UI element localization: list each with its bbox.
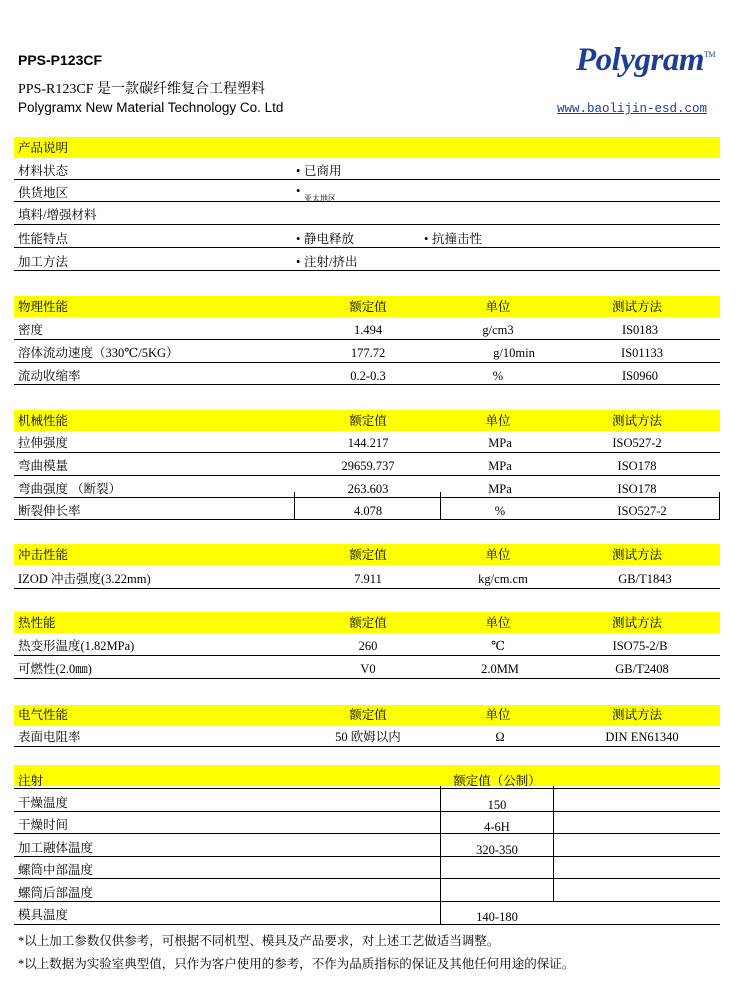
injection-label: 螺筒后部温度 [18, 886, 94, 900]
info-bullet: • [424, 232, 429, 246]
injection-title: 注射 [18, 774, 44, 788]
property-unit: % [492, 369, 504, 383]
property-value: 50 欧姆以内 [335, 730, 401, 744]
footnote: *以上数据为实验室典型值，只作为客户使用的参考，不作为品质指标的保证及其他任何用途的保证。 [18, 957, 575, 971]
row-divider [14, 339, 720, 340]
row-divider [14, 833, 720, 834]
row-divider [14, 856, 720, 857]
property-method: GB/T1843 [618, 572, 672, 586]
injection-value: 140-180 [476, 910, 518, 924]
unit-header: 单位 [485, 616, 511, 630]
property-value: V0 [360, 662, 376, 676]
method-header: 测试方法 [611, 414, 663, 428]
property-method: ISO527-2 [612, 436, 662, 450]
injection-rated-header: 额定值（公制） [453, 774, 541, 788]
row-divider [14, 924, 720, 925]
company-name: Polygramx New Material Technology Co. Ltd [18, 100, 284, 115]
property-value: 29659.737 [341, 459, 395, 473]
property-method: DIN EN61340 [605, 730, 679, 744]
property-value: 4.078 [353, 504, 383, 518]
row-divider [14, 270, 720, 271]
rated-header: 额定值 [349, 616, 387, 630]
method-header: 测试方法 [611, 708, 663, 722]
injection-value: 4-6H [484, 820, 510, 834]
row-divider [14, 224, 720, 225]
property-value: 177.72 [350, 346, 386, 360]
electrical-title: 电气性能 [18, 708, 69, 722]
unit-header: 单位 [485, 548, 511, 562]
row-divider [14, 519, 720, 520]
property-value: 1.494 [353, 323, 383, 337]
property-value: 7.911 [354, 572, 382, 586]
unit-header: 单位 [485, 414, 511, 428]
row-divider [14, 788, 720, 789]
cell-border [294, 492, 295, 519]
property-unit: 2.0MM [481, 662, 519, 676]
property-value: 263.603 [347, 482, 389, 496]
injection-value: 320-350 [476, 843, 518, 857]
property-unit: g/cm3 [482, 323, 514, 337]
row-divider [14, 655, 720, 656]
property-label: 弯曲强度 （断裂） [18, 482, 122, 496]
property-unit: Ω [495, 730, 505, 744]
physical-title: 物理性能 [18, 300, 69, 314]
injection-band [14, 765, 720, 786]
row-divider [14, 452, 720, 453]
property-label: 可燃性(2.0㎜) [18, 662, 92, 676]
injection-label: 模具温度 [18, 908, 69, 922]
info-bullet: • [296, 255, 301, 269]
info-value: 已商用 [304, 164, 342, 178]
method-header: 测试方法 [611, 616, 663, 630]
product-code: PPS-P123CF [18, 52, 103, 68]
thermal-title: 热性能 [18, 616, 56, 630]
cell-border [440, 786, 441, 924]
row-divider [14, 201, 720, 202]
info-label: 填料/增强材料 [18, 208, 97, 222]
info-bullet: • [296, 232, 301, 246]
row-divider [14, 362, 720, 363]
method-header: 测试方法 [611, 300, 663, 314]
property-value: 0.2-0.3 [350, 369, 386, 383]
cell-border [719, 492, 720, 519]
property-value: 260 [358, 639, 378, 653]
property-value: 144.217 [347, 436, 389, 450]
property-method: ISO178 [617, 459, 657, 473]
cell-border [440, 492, 441, 519]
property-label: 密度 [18, 323, 44, 337]
property-unit: MPa [488, 436, 512, 450]
info-label: 供货地区 [18, 186, 69, 200]
info-bullet: • [296, 164, 301, 178]
row-divider [14, 179, 720, 180]
row-divider [14, 811, 720, 812]
property-method: IS01133 [621, 346, 663, 360]
property-method: IS0960 [621, 369, 659, 383]
property-label: 溶体流动速度（330℃/5KG） [18, 346, 179, 360]
injection-label: 干燥时间 [18, 818, 69, 832]
info-bullet: • [296, 184, 301, 198]
property-method: IS0183 [621, 323, 659, 337]
cell-border [553, 786, 554, 901]
product-info-title: 产品说明 [18, 141, 69, 155]
info-value: 静电释放 [304, 232, 355, 246]
row-divider [14, 588, 720, 589]
property-unit: MPa [488, 459, 512, 473]
info-value: 亚太地区 [304, 194, 336, 203]
product-description: PPS-R123CF 是一款碳纤维复合工程塑料 [18, 82, 265, 97]
injection-label: 加工融体温度 [18, 841, 94, 855]
rated-header: 额定值 [349, 300, 387, 314]
property-method: GB/T2408 [615, 662, 669, 676]
property-unit: kg/cm.cm [478, 572, 528, 586]
website-link[interactable]: www.baolijin-esd.com [557, 102, 708, 116]
property-method: ISO75-2/B [612, 639, 668, 653]
property-unit: MPa [488, 482, 512, 496]
method-header: 测试方法 [611, 548, 663, 562]
mechanical-title: 机械性能 [18, 414, 69, 428]
injection-label: 干燥温度 [18, 796, 69, 810]
polygram-logo: Polygram™ [576, 42, 715, 78]
footnote: *以上加工参数仅供参考，可根据不同机型、模具及产品要求，对上述工艺做适当调整。 [18, 934, 500, 948]
row-divider [14, 901, 720, 902]
rated-header: 额定值 [349, 548, 387, 562]
property-method: ISO527-2 [617, 504, 667, 518]
row-divider [14, 247, 720, 248]
property-label: 热变形温度(1.82MPa) [18, 639, 135, 653]
rated-header: 额定值 [349, 708, 387, 722]
injection-label: 螺筒中部温度 [18, 863, 94, 877]
row-divider [14, 878, 720, 879]
unit-header: 单位 [485, 708, 511, 722]
property-label: 拉伸强度 [18, 436, 69, 450]
property-label: 断裂伸长率 [18, 504, 81, 518]
property-label: IZOD 冲击强度(3.22mm) [18, 572, 151, 586]
info-label: 加工方法 [18, 255, 69, 269]
row-divider [14, 384, 720, 385]
row-divider [14, 678, 720, 679]
info-value: 注射/挤出 [304, 255, 358, 269]
property-label: 流动收缩率 [18, 369, 81, 383]
property-label: 弯曲模量 [18, 459, 69, 473]
impact-title: 冲击性能 [18, 548, 69, 562]
row-divider [14, 497, 720, 498]
info-label: 性能特点 [18, 232, 69, 246]
unit-header: 单位 [485, 300, 511, 314]
property-unit: g/10min [493, 346, 535, 360]
info-value: 抗撞击性 [432, 232, 483, 246]
property-unit: % [494, 504, 506, 518]
product-info-band [14, 137, 720, 158]
row-divider [14, 475, 720, 476]
property-method: ISO178 [617, 482, 657, 496]
property-unit: ℃ [491, 639, 505, 653]
info-label: 材料状态 [18, 164, 69, 178]
property-label: 表面电阻率 [18, 730, 81, 744]
row-divider [14, 746, 720, 747]
rated-header: 额定值 [349, 414, 387, 428]
injection-value: 150 [487, 798, 507, 812]
